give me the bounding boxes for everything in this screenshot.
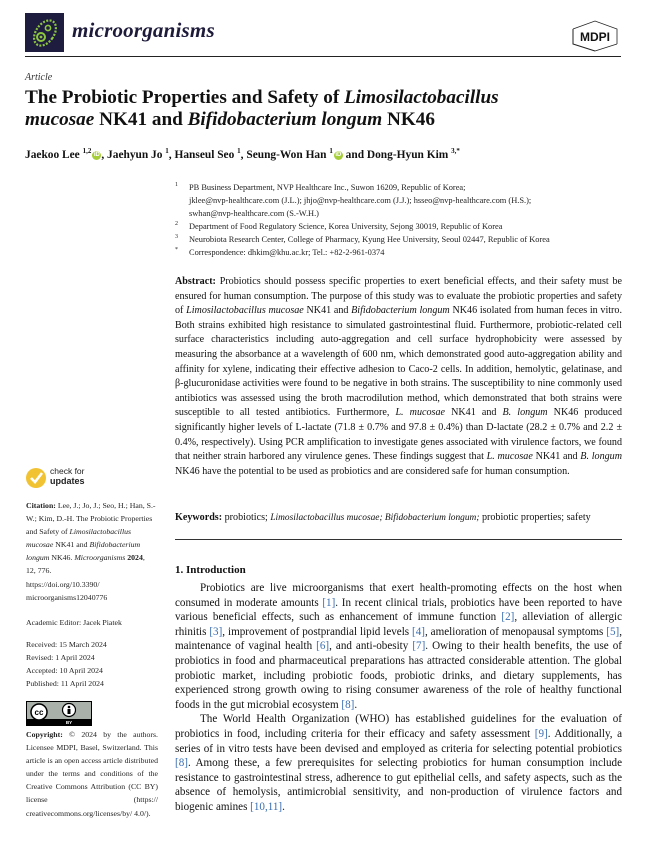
svg-text:BY: BY bbox=[65, 720, 73, 725]
keywords-divider bbox=[175, 539, 622, 540]
journal-logo[interactable] bbox=[25, 13, 64, 52]
orcid-icon[interactable]: iD bbox=[335, 151, 342, 158]
citation-link[interactable]: [10,11] bbox=[250, 800, 283, 813]
citation-link[interactable]: [1] bbox=[322, 596, 336, 609]
article-title: The Probiotic Properties and Safety of Limosilactobacillus mucosae NK41 and Bifidobacterium longum NK46 bbox=[25, 87, 499, 130]
affiliation-item: 2 Department of Food Regulatory Science, Korea University, Sejong 30019, Republic of Korea bbox=[175, 221, 503, 231]
author-name[interactable]: Hanseul Seo bbox=[174, 148, 235, 161]
checkmark-icon bbox=[26, 468, 46, 488]
date-revised: Revised: 1 April 2024 bbox=[26, 653, 95, 662]
svg-text:MDPI: MDPI bbox=[580, 30, 610, 44]
paragraph: Probiotics are live microorganisms that exert health-promoting effects on the host when consumed in moderate amounts [1]. In recent clinical trials, probiotics have been reported to have various beneficial effects, such as enhancement of immune function [2], alleviation of allergic rhinitis [3], improvement of postprandial lipid levels [4], amelioration of menopausal symptoms [5], maintenance of vaginal health [6], and anti-obesity [7]. Owing to their health benefits, the use of probiotics in food and pharmaceutical preparations has attracted considerable attention. The global probiotic market, including probiotic foods, probiotic drinks, and dietary supplements, has experienced strong growth owing to rising consumer awareness of the role of healthy functional foods in the gut microbial ecosystem [8]. bbox=[175, 582, 622, 711]
citation-link[interactable]: [6] bbox=[316, 640, 330, 653]
academic-editor: Academic Editor: Jacek Piatek bbox=[26, 618, 122, 627]
citation-link[interactable]: [3] bbox=[209, 625, 223, 638]
author-affil-sup: 1 bbox=[237, 147, 241, 155]
author-name[interactable]: Jaehyun Jo bbox=[107, 148, 163, 161]
author-name[interactable]: Seung-Won Han bbox=[246, 148, 327, 161]
citation-link[interactable]: [2] bbox=[501, 611, 515, 624]
keywords: Keywords: probiotics; Limosilactobacillus mucosae; Bifidobacterium longum; probiotic properties; safety bbox=[175, 512, 591, 523]
citation-link[interactable]: [9] bbox=[534, 727, 548, 740]
affiliation-item: 1 PB Business Department, NVP Healthcare Inc., Suwon 16209, Republic of Korea; jklee@nvp-healthcare.com (J.L.); jhjo@nvp-healthcare.com (J.J.); hsseo@nvp-healthcare.com (H.S.); swhan@nvp-healthcare.com (S.-W.H.) bbox=[175, 181, 625, 220]
orcid-icon[interactable]: iD bbox=[93, 151, 100, 158]
author-affil-sup: 1,2 bbox=[82, 147, 92, 155]
abstract: Abstract: Probiotics should possess specific properties to exert beneficial effects, and their safety must be ensured for human consumption. The purpose of this study was to evaluate the probiotic properties and safety of Limosilactobacillus mucosae NK41 and Bifidobacterium longum NK46 isolated from human feces in vitro. Both strains exhibited high resistance to simulated gastrointestinal fluid. Furthermore, probiotic-related cell surface characteristics including auto-aggregation and cell surface hydrophobicity were assessed by measuring the absorbance at a wavelength of 600 nm, which demonstrated good auto-aggregation ability and affinity for xylene, indicating their effective adhesion to Caco-2 cells. In addition, hemolytic, gelatinase, and β-glucuronidase activities were found to be negative in both strains. The susceptibility to nine commonly used antibiotics was assessed using the broth macrodilution method, which demonstrated that both strains were susceptible to all tested antibiotics. Furthermore, L. mucosae NK41 and B. longum NK46 produced significantly higher levels of L-lactate (71.8 ± 0.7% and 97.8 ± 0.4%) than D-lactate (28.2 ± 0.7% and 2.2 ± 0.4%, respectively). Using PCR amplification to investigate genes associated with virulence factors, we found that neither strain harbored any virulence genes. These findings suggest that L. mucosae NK41 and B. longum NK46 have the potential to be used as probiotics and are considered safe for human consumption. bbox=[175, 276, 623, 477]
article-type: Article bbox=[25, 72, 53, 83]
author-email[interactable]: swhan@nvp-healthcare.com (S.-W.H.) bbox=[189, 209, 319, 218]
correspondence: * Correspondence: dhkim@khu.ac.kr; Tel.: +82-2-961-0374 bbox=[175, 246, 625, 259]
copyright-notice: Copyright: © 2024 by the authors. Licensee MDPI, Basel, Switzerland. This article is an open access article distributed under the terms and conditions of the Creative Commons Attribution (CC BY) license (https:// creativecommons.org/licenses/by/ 4.0/). bbox=[26, 730, 158, 818]
affiliation-item: 3 Neurobiota Research Center, College of Pharmacy, Kyung Hee University, Seoul 02447, Republic of Korea bbox=[175, 234, 550, 244]
citation-link[interactable]: [5] bbox=[606, 625, 620, 638]
citation-link[interactable]: [4] bbox=[412, 625, 425, 638]
correspondence-email[interactable]: Correspondence: dhkim@khu.ac.kr; Tel.: +82-2-961-0374 bbox=[189, 248, 385, 257]
author-affil-sup: 1 bbox=[329, 147, 333, 155]
introduction-body bbox=[175, 581, 622, 815]
paragraph: The World Health Organization (WHO) has established guidelines for the evaluation of probiotics in food, including criteria for their efficacy and safety assessment [9]. Additionally, a series of in vitro tests have been devised and employed as criteria for selecting potential probiotics [8]. Among these, a few prerequisites for selecting probiotics for human consumption include resistance to gastrointestinal stress, adherence to gut epithelial cells, and safety aspects, such as the absence of hemolysis, antimicrobial sensitivity, and non-production of virulence factors and biogenic amines [10,11]. bbox=[175, 713, 623, 813]
copyright-label: Copyright: bbox=[26, 730, 63, 739]
author-affil-sup: 1 bbox=[165, 147, 169, 155]
header-divider bbox=[25, 56, 621, 57]
date-received: Received: 15 March 2024 bbox=[26, 640, 107, 649]
svg-text:cc: cc bbox=[34, 708, 44, 717]
citation-block: Citation: Lee, J.; Jo, J.; Seo, H.; Han, S.-W.; Kim, D.-H. The Probiotic Properties and Safety of Limosilactobacillus mucosae NK41 and Bifidobacterium longum NK46. Microorganisms 2024, 12, 776. https://doi.org/10.3390/ microorganisms12040776 bbox=[26, 501, 156, 602]
check-for-updates-button[interactable]: check for updates bbox=[26, 467, 116, 493]
citation-link[interactable]: [8] bbox=[175, 757, 188, 770]
abstract-label: Abstract: bbox=[175, 276, 216, 287]
bacterium-gear-icon bbox=[25, 13, 64, 52]
affiliations bbox=[175, 181, 625, 259]
mdpi-logo[interactable] bbox=[570, 20, 620, 52]
date-published: Published: 11 April 2024 bbox=[26, 679, 104, 688]
citation-link[interactable]: [7] bbox=[412, 640, 426, 653]
keywords-label: Keywords: bbox=[175, 512, 223, 523]
mdpi-hexagon-icon bbox=[570, 20, 620, 52]
author-list: Jaekoo Lee $^{1,2}$ iD , Jaehyun Jo $^1$, Hanseul Seo $^1$, Seung-Won Han $^1$ iD and Dong-Hyun Kim $^{3,*}$ bbox=[25, 147, 460, 161]
citation-label: Citation: bbox=[26, 501, 56, 510]
citation-link[interactable]: [8] bbox=[341, 698, 355, 711]
author-emails[interactable]: jklee@nvp-healthcare.com (J.L.); jhjo@nvp-healthcare.com (J.J.); hsseo@nvp-healthcare.com (H.S.); bbox=[189, 196, 532, 205]
author-affil-sup: 3,* bbox=[451, 147, 460, 155]
cc-by-license-badge[interactable] bbox=[26, 701, 92, 726]
author-name[interactable]: Jaekoo Lee bbox=[25, 148, 80, 161]
doi-link[interactable]: https://doi.org/10.3390/ microorganisms12040776 bbox=[26, 579, 108, 602]
date-accepted: Accepted: 10 April 2024 bbox=[26, 666, 103, 675]
author-name[interactable]: Dong-Hyun Kim bbox=[366, 148, 449, 161]
section-heading: 1. Introduction bbox=[175, 564, 246, 576]
journal-name[interactable]: microorganisms bbox=[72, 18, 215, 42]
